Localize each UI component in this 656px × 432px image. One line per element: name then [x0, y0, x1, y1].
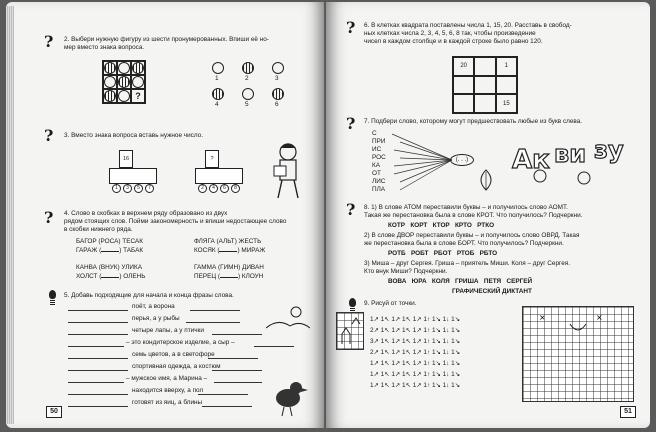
- matrix-figure: [104, 62, 116, 74]
- word-row: КОСЯК ( ) МИРАЖ: [194, 247, 266, 254]
- answer-line: [68, 382, 124, 383]
- answer-options-1[interactable]: КОТР КОРТ КТОР КРТО РТКО: [388, 222, 495, 229]
- dictation-row: 2↗ 1↖ 1↗ 1↖ 1↗ 1↑ 1↘ 1↓ 1↘: [370, 327, 461, 334]
- word-row: ПЕРЕЦ ( ) КЛОУН: [194, 273, 264, 280]
- word-row: ФЛЯГА (АЛЬТ) ЖЕСТЬ: [194, 238, 262, 245]
- answer-line: [214, 382, 262, 383]
- phrase-line: готовят из яиц, а блины: [132, 399, 203, 406]
- task6-text-1: 6. В клетках квадрата поставлены числа 1, 15, 20. Расставь в свобод-: [364, 22, 572, 29]
- prefix-word: ПРИ: [372, 138, 386, 145]
- puzzle-letters-illustration: [510, 128, 628, 188]
- task5-text: 5. Добавь подходящие для начала и конца фразы слова.: [64, 292, 234, 299]
- task9-text: 9. Рисуй от точки.: [364, 300, 417, 307]
- right-page: [326, 2, 650, 428]
- dictation-row: 1↗ 1↖ 1↗ 1↖ 1↗ 1↑ 1↘ 1↓ 1↘: [370, 360, 461, 367]
- task3-text: 3. Вместо знака вопроса вставь нужное число.: [64, 132, 204, 139]
- answer-line: [68, 310, 128, 311]
- matrix-figure: [118, 76, 130, 88]
- phrase-line: находится вверху, а пол: [132, 387, 204, 394]
- workbook-spread: [6, 2, 650, 430]
- square-cell[interactable]: [474, 57, 495, 76]
- drawing-grid-marks: [522, 306, 634, 402]
- train1-wheel: 5: [134, 184, 143, 193]
- option-figure-3: [272, 62, 284, 74]
- matrix-figure: [132, 62, 144, 74]
- option-number: 1: [215, 75, 219, 82]
- answer-line: [68, 346, 124, 347]
- option-figure-4: [212, 88, 224, 100]
- prefix-word: ПЛА: [372, 186, 386, 193]
- question-mark-icon: ?: [346, 114, 356, 133]
- answer-line: [68, 370, 128, 371]
- matrix-figure: [132, 76, 144, 88]
- page-edge: [6, 6, 14, 424]
- answer-line: [198, 394, 248, 395]
- graphic-dictation-title: ГРАФИЧЕСКИЙ ДИКТАНТ: [452, 288, 532, 295]
- matrix-figure: [104, 76, 116, 88]
- answer-line: [208, 358, 258, 359]
- prefix-word: РОС: [372, 154, 386, 161]
- answer-line: [212, 370, 262, 371]
- phrase-line: – это кондитерское изделие, а сыр –: [126, 339, 235, 346]
- prefix-word: КА: [372, 162, 380, 169]
- task4-text-3: в скобки нижнего ряда.: [64, 226, 133, 233]
- svg-text:×: ×: [539, 313, 546, 322]
- train2-wheel: 2: [198, 184, 207, 193]
- answer-line: [190, 310, 240, 311]
- word-row: БАГОР (РОСА) ТЕСАК: [76, 238, 143, 245]
- phrase-line: семь цветов, а в светофоре: [132, 351, 215, 358]
- option-figure-6: [272, 88, 284, 100]
- phrase-line: перья, а у рыбы: [132, 315, 180, 322]
- connector-lines: [388, 130, 458, 194]
- matrix-figure: [118, 90, 130, 102]
- train1-top: 16: [119, 150, 133, 168]
- task2-text-2: мер вместо знака вопроса.: [64, 44, 145, 51]
- word-row: КАНВА (ВНУК) УЛИКА: [76, 264, 142, 271]
- task8-text-2: Такая же перестановка была в слове КРОТ. Что получилось? Подчеркни.: [364, 212, 583, 219]
- page-number: 50: [46, 406, 62, 418]
- sun-landscape-illustration: [266, 302, 310, 332]
- lightbulb-icon: [48, 290, 57, 308]
- task6-text-3: чисел в каждом столбце и в каждой строке было равно 120.: [364, 38, 543, 45]
- phrase-line: спортивная одежда, а костюм: [132, 363, 221, 370]
- option-number: 5: [245, 101, 249, 108]
- svg-text:зу: зу: [594, 136, 624, 164]
- task8-text-4: же перестановка была в слове БОРТ. Что получилось? Подчеркни.: [364, 240, 564, 247]
- square-cell[interactable]: [453, 76, 474, 95]
- answer-ellipse[interactable]: (. . .): [450, 154, 474, 166]
- svg-text:Ак: Ак: [512, 145, 550, 175]
- crow-illustration: [268, 374, 308, 418]
- answer-line: [68, 334, 128, 335]
- square-cell[interactable]: [453, 94, 474, 113]
- prefix-word: ОТ: [372, 170, 381, 177]
- option-number: 3: [275, 75, 279, 82]
- example-drawing: [338, 314, 362, 348]
- question-mark-icon: ?: [346, 200, 356, 219]
- task2-text-1: 2. Выбери нужную фигуру из шести пронумерованных. Впиши её но-: [64, 36, 269, 43]
- square-cell[interactable]: 15: [496, 94, 517, 113]
- dictation-row: 1↗ 1↖ 1↗ 1↖ 1↗ 1↑ 1↘ 1↓ 1↘: [370, 371, 461, 378]
- answer-line: [202, 406, 252, 407]
- option-number: 4: [215, 101, 219, 108]
- word-row: ГАРАЖ ( ) ТАБАК: [76, 247, 144, 254]
- leaf-icon: [476, 168, 496, 192]
- prefix-word: ИС: [372, 146, 382, 153]
- dictation-row: 1↗ 1↖ 1↗ 1↖ 1↗ 1↑ 1↘ 1↓ 1↘: [370, 316, 461, 323]
- square-cell[interactable]: [496, 76, 517, 95]
- svg-text:ви: ви: [554, 140, 587, 168]
- figure-matrix: ?: [102, 60, 146, 104]
- train1-wheel: 7: [145, 184, 154, 193]
- phrase-line: четыре лапы, а у птички: [132, 327, 204, 334]
- square-cell[interactable]: 20: [453, 57, 474, 76]
- task8-text-1: 8. 1) В слове АТОМ переставили буквы – и получилось слово АОМТ.: [364, 204, 568, 211]
- square-cell[interactable]: 1: [496, 57, 517, 76]
- train2-wheel: 4: [209, 184, 218, 193]
- boy-illustration: [268, 140, 308, 202]
- train2-wheel: 6: [220, 184, 229, 193]
- page-number: 51: [620, 406, 636, 418]
- matrix-figure: [104, 90, 116, 102]
- answer-options-2[interactable]: РОТБ РОБТ РБОТ РТОБ РБТО: [388, 250, 498, 257]
- question-mark-icon: ?: [44, 32, 54, 51]
- option-figure-5: [242, 88, 254, 100]
- dictation-row: 1↗ 1↖ 1↗ 1↖ 1↗ 1↑ 1↘ 1↓ 1↘: [370, 382, 461, 389]
- question-mark-icon: ?: [44, 208, 54, 227]
- question-mark-icon: ?: [44, 126, 54, 145]
- answer-line: [68, 406, 128, 407]
- phrase-line: поёт, а ворона: [132, 303, 175, 310]
- question-mark-icon: ?: [346, 18, 356, 37]
- left-page: [6, 2, 324, 428]
- task8-text-5: 3) Миша – друг Сергея. Гриша – приятель Миши. Коля – друг Сергея.: [364, 260, 571, 267]
- option-number: 2: [245, 75, 249, 82]
- task6-text-2: ных клетках числа 2, 3, 4, 5, 6, 8 так, чтобы произведение: [364, 30, 536, 37]
- square-cell[interactable]: [474, 76, 495, 95]
- number-square: [452, 56, 518, 114]
- task4-text-1: 4. Слово в скобках в верхнем ряду образовано из двух: [64, 210, 228, 217]
- task4-text-2: рядом стоящих слов. Пойми закономерность и впиши недостающее слово: [64, 218, 287, 225]
- task8-text-6: Кто внук Миши? Подчеркни.: [364, 268, 448, 275]
- option-figure-1: [212, 62, 224, 74]
- dictation-row: 2↗ 1↖ 1↗ 1↖ 1↗ 1↑ 1↘ 1↓ 1↘: [370, 349, 461, 356]
- answer-line: [254, 346, 294, 347]
- answer-line: [68, 394, 128, 395]
- option-figure-2: [242, 62, 254, 74]
- train2-top: ?: [205, 150, 219, 168]
- prefix-word: ЛИС: [372, 178, 386, 185]
- answer-options-3[interactable]: ВОВА ЮРА КОЛЯ ГРИША ПЕТЯ СЕРГЕЙ: [388, 278, 533, 285]
- train2-body: [195, 168, 243, 184]
- train1-body: [109, 168, 157, 184]
- answer-line: [186, 322, 240, 323]
- word-row: ГАММА (ГИМН) ДИВАН: [194, 264, 264, 271]
- square-cell[interactable]: [474, 94, 495, 113]
- svg-text:×: ×: [596, 313, 603, 322]
- train1-wheel: 1: [112, 184, 121, 193]
- dictation-row: 3↗ 1↖ 1↗ 1↖ 1↗ 1↑ 1↘ 1↓ 1↘: [370, 338, 461, 345]
- answer-line: [212, 334, 262, 335]
- task8-text-3: 2) В слове ДВОР переставили буквы – и получилось слово ОВРД. Такая: [364, 232, 580, 239]
- train1-wheel: 3: [123, 184, 132, 193]
- answer-line: [68, 358, 128, 359]
- answer-line: [68, 322, 128, 323]
- word-row: ХОЛСТ ( ) ОЛЕНЬ: [76, 273, 146, 280]
- train2-wheel: 8: [231, 184, 240, 193]
- option-number: 6: [275, 101, 279, 108]
- matrix-figure: [118, 62, 130, 74]
- phrase-line: – мужское имя, а Марина –: [126, 375, 208, 382]
- task7-text: 7. Подбери слово, которому могут предшествовать любые из букв слева.: [364, 118, 583, 125]
- prefix-word: С: [372, 130, 377, 137]
